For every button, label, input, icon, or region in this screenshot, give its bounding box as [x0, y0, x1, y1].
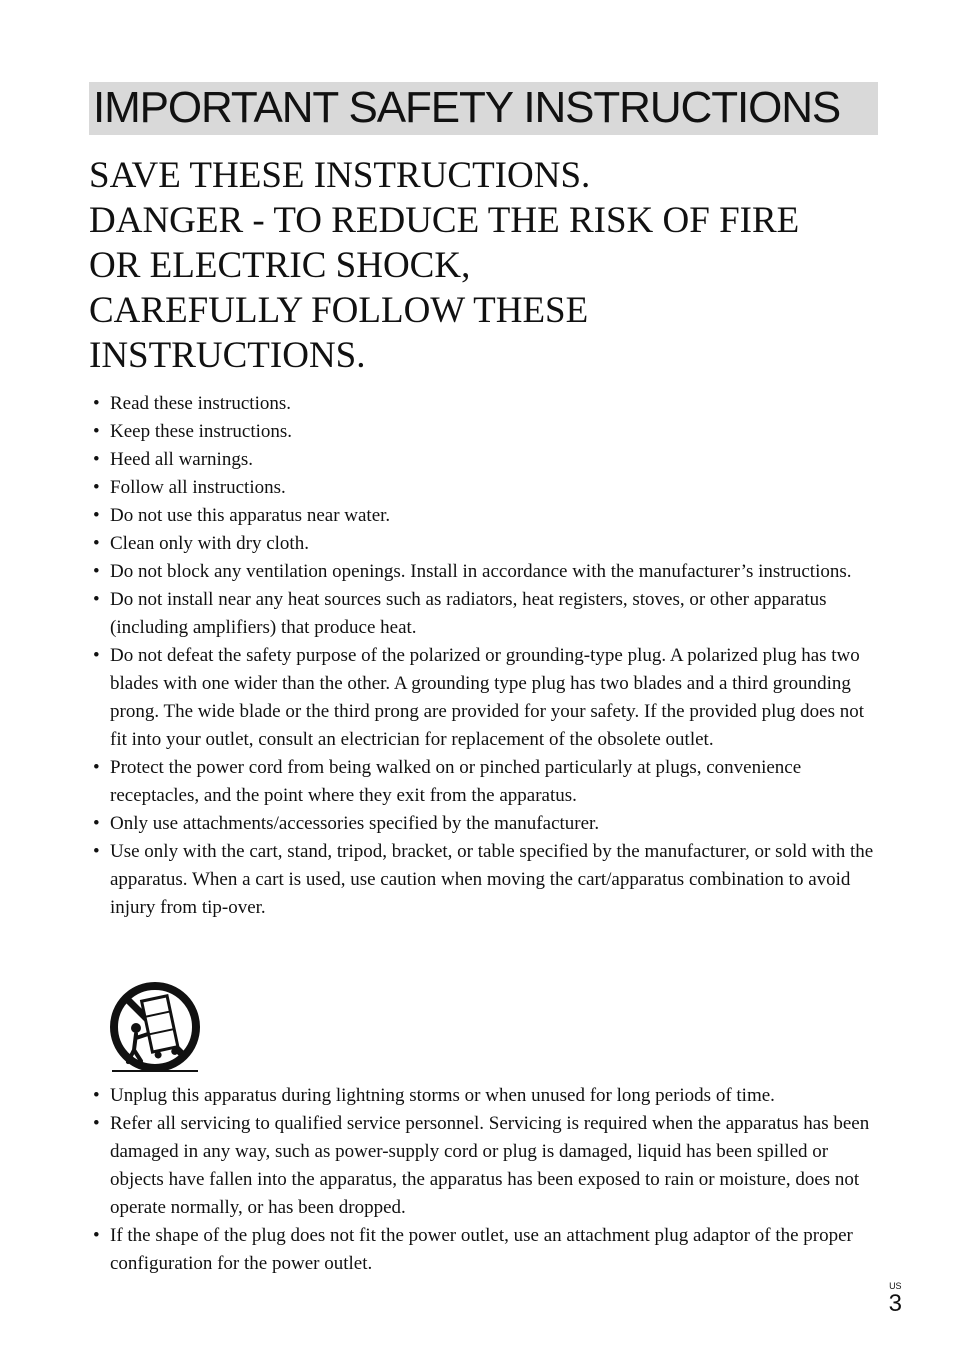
list-item	[93, 642, 883, 754]
instruction-text: Do not defeat the safety purpose of the polarized or grounding-type plug. A polarized plug has two blades with one wider than the other. A grounding type plug has two blades and a third grounding prong. The wide blade or the third prong are provided for your safety. If the provided plug does not fit into your outlet, consult an electrician for replacement of the obsolete outlet.	[110, 645, 864, 750]
list-item	[93, 474, 883, 502]
instruction-text: Do not block any ventilation openings. Install in accordance with the manufacturer’s instructions.	[110, 561, 852, 582]
instruction-text: Only use attachments/accessories specified by the manufacturer.	[110, 813, 600, 834]
instruction-text: If the shape of the plug does not fit the power outlet, use an attachment plug adaptor of the proper configuration for the power outlet.	[110, 1225, 853, 1274]
bullet: •	[93, 533, 100, 554]
list-item	[93, 418, 883, 446]
list-item	[93, 810, 883, 838]
page-title: IMPORTANT SAFETY INSTRUCTIONS	[93, 83, 841, 132]
subtitle-line: CAREFULLY FOLLOW THESE	[89, 290, 589, 331]
bullet: •	[93, 561, 100, 582]
instructions-list-2	[93, 1082, 883, 1278]
bullet: •	[93, 421, 100, 442]
list-item	[93, 586, 883, 642]
page-footer	[889, 1281, 902, 1317]
bullet: •	[93, 505, 100, 526]
danger-subtitle	[89, 153, 889, 378]
instruction-text: Protect the power cord from being walked on or pinched particularly at plugs, convenience receptacles, and the point where they exit from the apparatus.	[110, 757, 802, 806]
bullet: •	[93, 1225, 100, 1246]
subtitle-line: DANGER - TO REDUCE THE RISK OF FIRE	[89, 200, 800, 241]
page-number: 3	[888, 1290, 902, 1317]
subtitle-line: INSTRUCTIONS.	[89, 335, 366, 376]
list-item	[93, 1110, 883, 1222]
list-item	[93, 446, 883, 474]
list-item	[93, 838, 883, 922]
bullet: •	[93, 393, 100, 414]
bullet: •	[93, 477, 100, 498]
list-item	[93, 1082, 883, 1110]
instruction-text: Do not install near any heat sources such as radiators, heat registers, stoves, or other apparatus (including amplifiers) that produce heat.	[110, 589, 827, 638]
bullet: •	[93, 449, 100, 470]
list-item	[93, 390, 883, 418]
list-item	[93, 1222, 883, 1278]
bullet: •	[93, 1085, 100, 1106]
bullet: •	[93, 813, 100, 834]
bullet: •	[93, 589, 100, 610]
instructions-list-1	[93, 390, 883, 922]
list-item	[93, 530, 883, 558]
instruction-text: Refer all servicing to qualified service personnel. Servicing is required when the apparatus has been damaged in any way, such as power-supply cord or plug is damaged, liquid has been spilled or objects have fallen into the apparatus, the apparatus has been exposed to rain or moisture, does not operate normally, or has been dropped.	[110, 1113, 870, 1218]
bullet: •	[93, 841, 100, 862]
subtitle-line: OR ELECTRIC SHOCK,	[89, 245, 471, 286]
instruction-text: Keep these instructions.	[110, 421, 293, 442]
list-item	[93, 502, 883, 530]
cart-tip-over-warning-icon	[108, 982, 202, 1074]
bullet: •	[93, 757, 100, 778]
instruction-text: Unplug this apparatus during lightning storms or when unused for long periods of time.	[110, 1085, 775, 1106]
bullet: •	[93, 1113, 100, 1134]
instruction-text: Read these instructions.	[110, 393, 291, 414]
list-item	[93, 558, 883, 586]
bullet: •	[93, 645, 100, 666]
title-bar	[89, 82, 878, 135]
instruction-text: Clean only with dry cloth.	[110, 533, 309, 554]
instruction-text: Use only with the cart, stand, tripod, bracket, or table specified by the manufacturer, or sold with the apparatus. When a cart is used, use caution when moving the cart/apparatus combination to avoid injury from tip-over.	[110, 841, 874, 918]
subtitle-line: SAVE THESE INSTRUCTIONS.	[89, 155, 591, 196]
list-item	[93, 754, 883, 810]
instruction-text: Do not use this apparatus near water.	[110, 505, 391, 526]
instruction-text: Heed all warnings.	[110, 449, 253, 470]
region-code: US	[889, 1281, 902, 1291]
instruction-text: Follow all instructions.	[110, 477, 286, 498]
